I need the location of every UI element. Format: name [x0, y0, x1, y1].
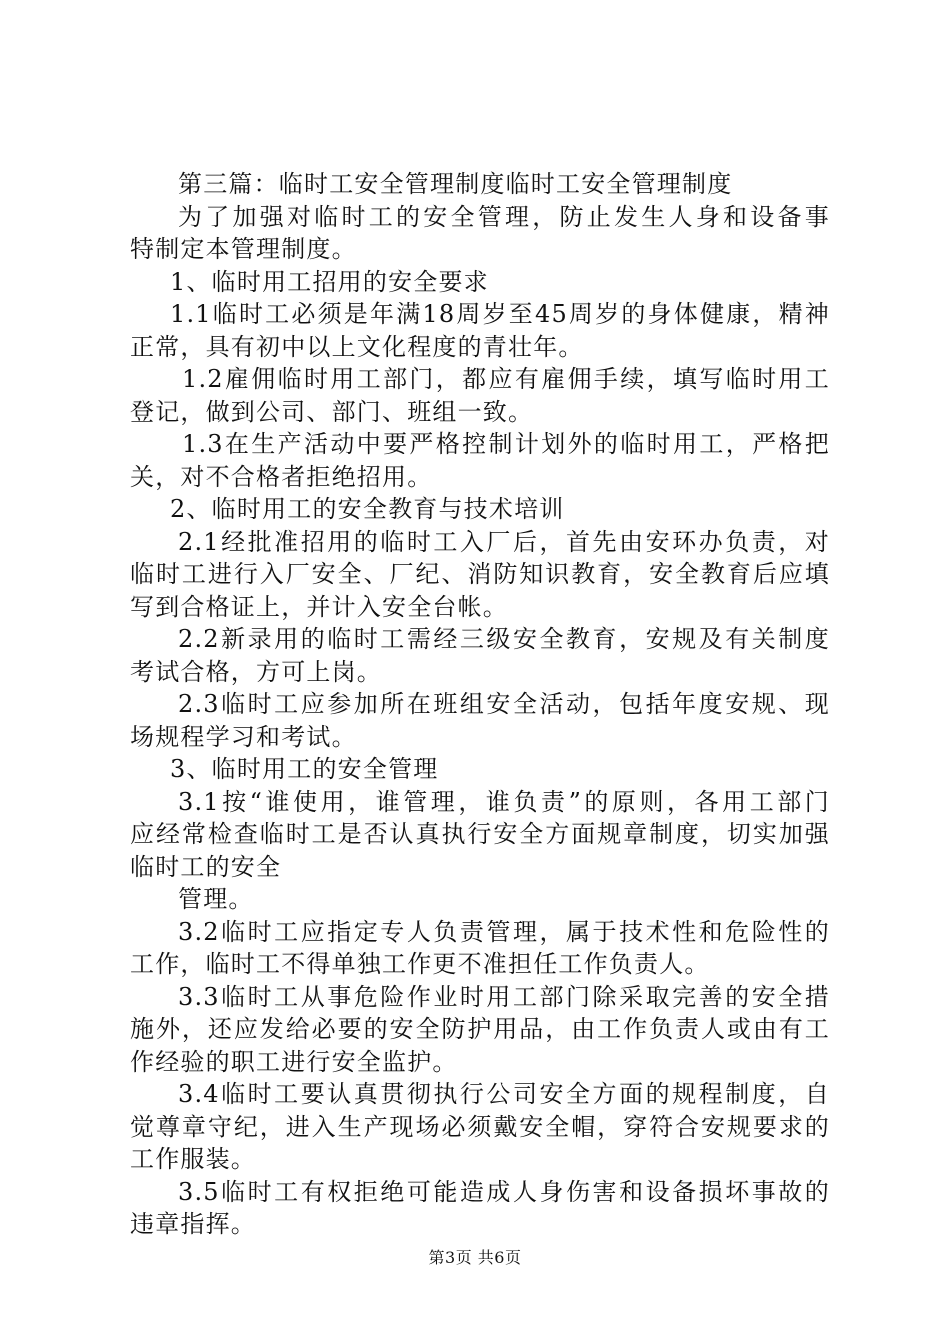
paragraph-line: 3.5临时工有权拒绝可能造成人身伤害和设备损坏事故的 [178, 1177, 830, 1206]
paragraph-line: 临时工的安全 [130, 852, 282, 881]
paragraph-line: 工作，临时工不得单独工作更不准担任工作负责人。 [130, 950, 710, 978]
paragraph-line: 考试合格，方可上岗。 [130, 657, 382, 686]
paragraph-line: 3.3临时工从事危险作业时用工部门除采取完善的安全措 [178, 982, 830, 1011]
paragraph-line: 管理。 [178, 885, 254, 913]
paragraph-line: 违章指挥。 [130, 1210, 256, 1238]
paragraph-line: 施外，还应发给必要的安全防护用品，由工作负责人或由有工 [130, 1015, 830, 1043]
paragraph-line: 正常，具有初中以上文化程度的青壮年。 [130, 332, 584, 361]
document-body [130, 168, 830, 1241]
section-heading: 1、临时用工招用的安全要求 [170, 267, 489, 296]
paragraph-line: 为了加强对临时工的安全管理，防止发生人身和设备事 [178, 202, 830, 231]
paragraph-line: 2.3临时工应参加所在班组安全活动，包括年度安规、现 [178, 690, 830, 718]
paragraph-line: 应经常检查临时工是否认真执行安全方面规章制度，切实加强 [130, 820, 830, 848]
paragraph-line: 2.1经批准招用的临时工入厂后，首先由安环办负责，对 [178, 527, 830, 556]
section-heading: 2、临时用工的安全教育与技术培训 [170, 495, 565, 523]
paragraph-line: 1.2雇佣临时用工部门，都应有雇佣手续，填写临时用工 [182, 365, 830, 393]
paragraph-line: 登记，做到公司、部门、班组一致。 [130, 397, 534, 426]
paragraph-line: 场规程学习和考试。 [130, 722, 357, 751]
section-heading: 3、临时用工的安全管理 [170, 755, 439, 783]
paragraph-line: 写到合格证上，并计入安全台帐。 [130, 592, 508, 621]
page-number: 第3页 共6页 [428, 1248, 522, 1267]
paragraph-line: 觉尊章守纪，进入生产现场必须戴安全帽，穿符合安规要求的 [130, 1112, 830, 1141]
document-title: 第三篇：临时工安全管理制度临时工安全管理制度 [178, 170, 733, 198]
paragraph-line: 3.4临时工要认真贯彻执行公司安全方面的规程制度，自 [178, 1080, 830, 1108]
paragraph-line: 作经验的职工进行安全监护。 [130, 1047, 458, 1076]
paragraph-line: 临时工进行入厂安全、厂纪、消防知识教育，安全教育后应填 [130, 560, 830, 588]
paragraph-line: 1.3在生产活动中要严格控制计划外的临时用工，严格把 [182, 430, 830, 458]
paragraph-line: 关，对不合格者拒绝招用。 [130, 462, 433, 491]
paragraph-line: 3.2临时工应指定专人负责管理，属于技术性和危险性的 [178, 917, 830, 946]
page-footer [0, 1245, 950, 1268]
paragraph-line: 2.2新录用的临时工需经三级安全教育，安规及有关制度 [178, 625, 830, 653]
paragraph-line: 1.1临时工必须是年满18周岁至45周岁的身体健康，精神 [170, 300, 830, 328]
paragraph-line: 3.1按“谁使用，谁管理，谁负责”的原则，各用工部门 [178, 787, 830, 816]
paragraph-line: 工作服装。 [130, 1145, 256, 1173]
paragraph-line: 特制定本管理制度。 [130, 235, 357, 263]
